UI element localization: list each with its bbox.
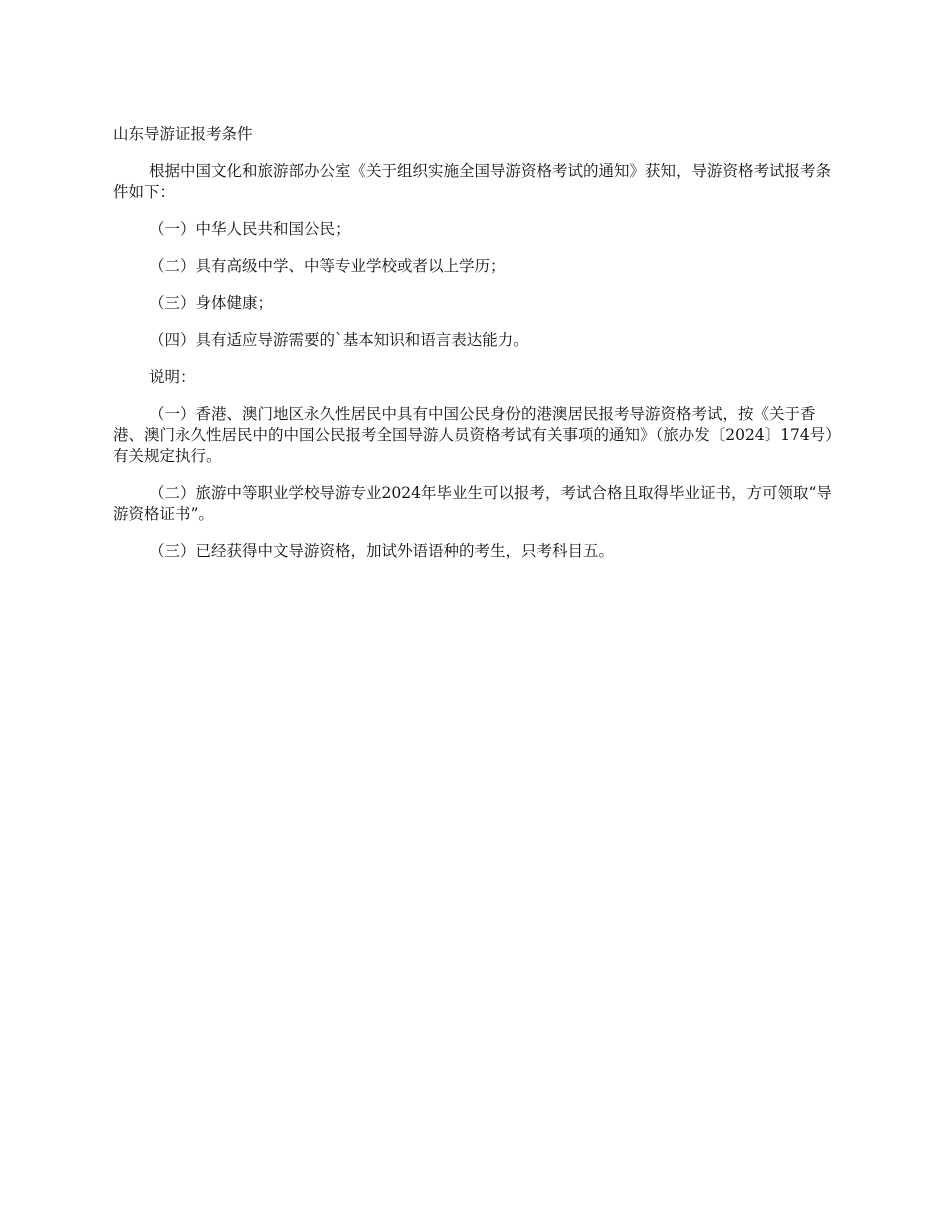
note-item: （三）已经获得中文导游资格，加试外语语种的考生，只考科目五。 (149, 542, 615, 560)
document-title: 山东导游证报考条件 (113, 125, 253, 143)
document-body (113, 124, 840, 578)
note-item: （一）香港、澳门地区永久性居民中具有中国公民身份的港澳居民报考导游资格考试，按《关于香港、澳门永久性居民中的中国公民报考全国导游人员资格考试有关事项的通知》（旅办发〔2024〕174号）有关规定执行。 (113, 405, 834, 465)
intro-paragraph: 根据中国文化和旅游部办公室《关于组织实施全国导游资格考试的通知》获知，导游资格考试报考条件如下： (113, 162, 832, 201)
condition-item: （三）身体健康； (149, 294, 274, 312)
condition-item: （四）具有适应导游需要的`基本知识和语言表达能力。 (149, 331, 529, 349)
note-item: （二）旅游中等职业学校导游专业2024年毕业生可以报考，考试合格且取得毕业证书，方可领取“导游资格证书”。 (113, 484, 832, 523)
condition-item: （二）具有高级中学、中等专业学校或者以上学历； (149, 257, 506, 275)
condition-item: （一）中华人民共和国公民； (149, 220, 351, 238)
notes-heading: 说明： (149, 368, 196, 386)
